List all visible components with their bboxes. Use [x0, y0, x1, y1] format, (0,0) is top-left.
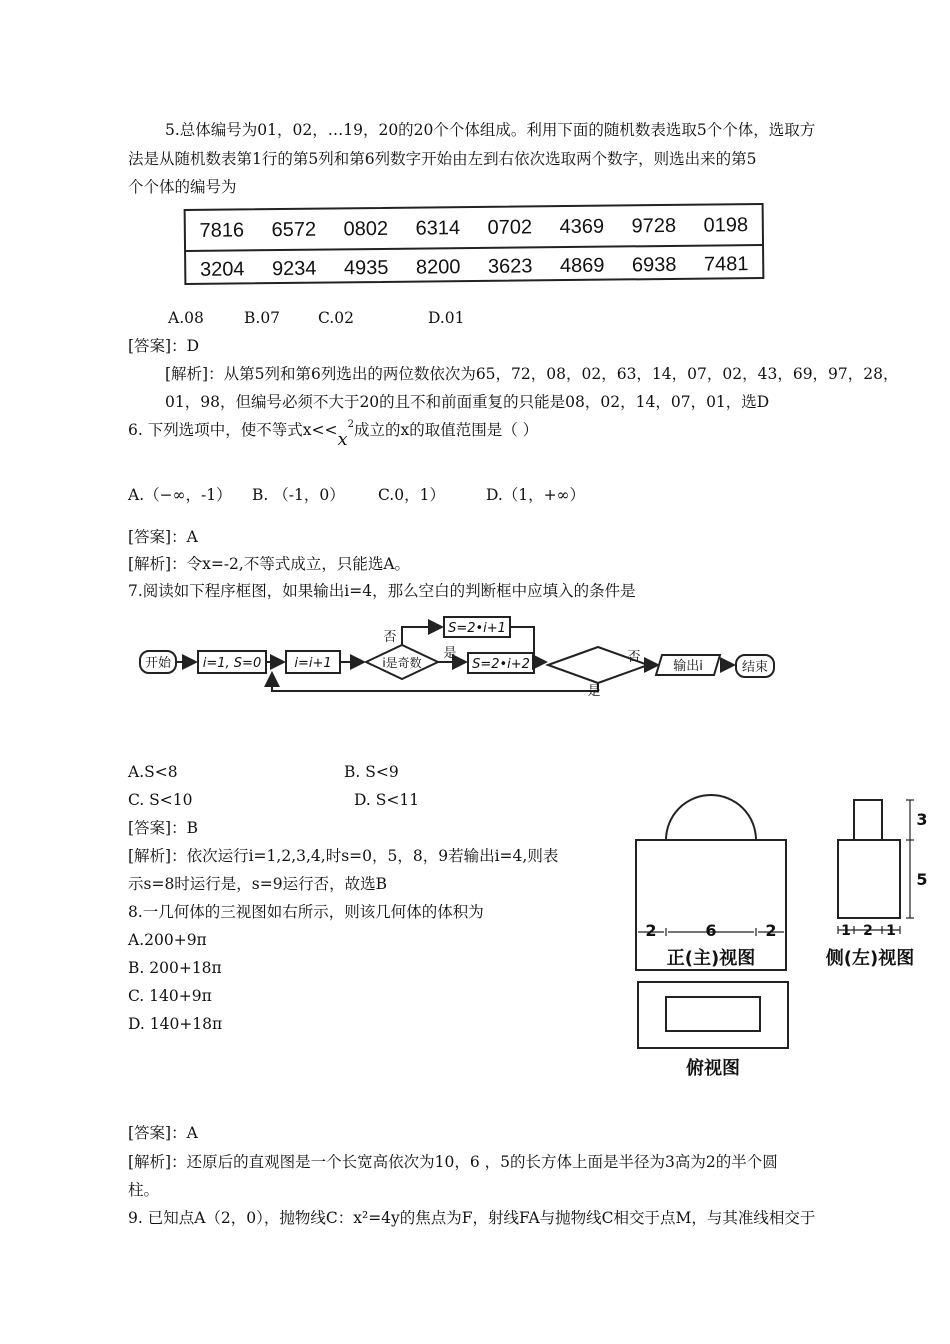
- side-view-top: [854, 800, 882, 840]
- table-cell: 7816: [199, 219, 245, 242]
- q5-stem-line-1: 5.总体编号为01，02，…19，20的20个个体组成。利用下面的随机数表选取5个个体，选取方: [165, 121, 816, 139]
- side-dim-bottom-right: 1: [886, 923, 896, 939]
- q7-option-b: B. S<9: [344, 763, 399, 781]
- front-view-label: 正(主)视图: [666, 948, 756, 969]
- q8-option-c: C. 140+9π: [128, 987, 212, 1005]
- q6-stem-part-a: 6. 下列选项中，使不等式x<<: [128, 421, 338, 439]
- table-cell: 6314: [415, 217, 461, 240]
- q6-option-c: C.0，1）: [378, 486, 445, 504]
- q7-option-c: C. S<10: [128, 791, 193, 809]
- q8-analysis-line-2: 柱。: [128, 1181, 160, 1199]
- flow-output-label: 输出i: [673, 659, 703, 674]
- table-cell: 3204: [199, 258, 245, 281]
- side-view-body: [838, 840, 900, 918]
- side-dim-right-bottom: 5: [916, 870, 928, 889]
- q7-analysis-line-2: 示s=8时运行是，s=9运行否，故选B: [128, 875, 387, 893]
- table-cell: 3623: [487, 255, 533, 278]
- q8-stem: 8.一几何体的三视图如右所示，则该几何体的体积为: [128, 903, 484, 921]
- flow-init-label: i=1, S=0: [202, 656, 262, 671]
- three-view-diagram: [610, 770, 940, 1090]
- side-view-label: 侧(左)视图: [825, 948, 915, 969]
- top-view-outer: [638, 982, 788, 1048]
- table-cell: 4869: [559, 254, 605, 278]
- random-number-table: [184, 203, 765, 285]
- table-cell: 4369: [559, 215, 605, 239]
- q5-option-a: A.08: [168, 309, 204, 327]
- side-dim-right-top: 3: [916, 810, 928, 829]
- random-table-row-2: [186, 244, 762, 288]
- q9-stem: 9. 已知点A（2，0），抛物线C：x²=4y的焦点为F，射线FA与抛物线C相交于点M，与其准线相交于: [128, 1209, 816, 1227]
- q5-option-d: D.01: [428, 309, 465, 327]
- front-dim-right: 2: [765, 921, 777, 940]
- q6-answer: [答案]：A: [128, 528, 198, 546]
- flow-s-even-label: S=2•i+2: [472, 657, 530, 672]
- q6-stem-part-b: 成立的x的取值范围是（ ）: [353, 421, 539, 439]
- q6-option-a: A.（−∞，-1）: [128, 486, 232, 504]
- q6-option-d: D.（1，+∞）: [486, 486, 586, 504]
- side-dim-bottom-middle: 2: [863, 923, 873, 939]
- flow-yes-label-2: 是: [587, 684, 601, 699]
- q7-answer: [答案]：B: [128, 819, 198, 837]
- q7-option-d: D. S<11: [354, 791, 420, 809]
- side-dim-bottom-left: 1: [841, 923, 851, 939]
- front-view-half-cylinder: [666, 795, 756, 840]
- program-flowchart: [128, 615, 788, 705]
- q5-stem-line-3: 个个体的编号为: [128, 178, 237, 196]
- q5-answer: [答案]：D: [128, 337, 200, 355]
- table-cell: 0802: [343, 217, 389, 241]
- flow-end-label: 结束: [741, 660, 769, 675]
- table-cell: 6572: [271, 218, 317, 242]
- q5-analysis-line-2: 01，98，但编号必须不大于20的且不和前面重复的只能是08，02，14，07，01，选D: [165, 393, 770, 411]
- q6-stem: [128, 419, 539, 450]
- table-cell: 0702: [487, 216, 533, 239]
- q7-stem: 7.阅读如下程序框图，如果输出i=4，那么空白的判断框中应填入的条件是: [128, 582, 636, 600]
- table-cell: 9234: [271, 257, 317, 281]
- q8-answer: [答案]：A: [128, 1124, 198, 1142]
- q8-option-b: B. 200+18π: [128, 959, 222, 977]
- flow-increment-label: i=i+1: [294, 656, 332, 671]
- q8-option-a: A.200+9π: [128, 931, 207, 949]
- table-cell: 9728: [631, 214, 677, 238]
- front-dim-middle: 6: [705, 921, 717, 940]
- q6-analysis: [解析]：令x=-2,不等式成立，只能选A。: [128, 555, 411, 573]
- random-table-row-1: [186, 207, 762, 249]
- q6-stem-exponent: 2: [347, 419, 354, 430]
- q7-option-a: A.S<8: [128, 763, 178, 781]
- q5-option-b: B.07: [244, 309, 281, 327]
- flow-no-label-1: 否: [383, 630, 397, 645]
- flow-cond-label: i是奇数: [382, 656, 422, 670]
- q6-stem-x: x: [337, 429, 348, 450]
- q8-analysis-line-1: [解析]：还原后的直观图是一个长宽高依次为10，6 ，5的长方体上面是半径为3高为2的半个圆: [128, 1153, 778, 1171]
- table-cell: 0198: [703, 214, 749, 237]
- q7-analysis-line-1: [解析]：依次运行i=1,2,3,4,时s=0，5，8，9若输出i=4,则表: [128, 847, 559, 865]
- table-cell: 6938: [631, 253, 677, 277]
- front-dim-left: 2: [645, 921, 657, 940]
- q5-analysis-line-1: [解析]：从第5列和第6列选出的两位数依次为65，72，08，02，63，14，07，02，43，69，97，28，: [165, 365, 899, 383]
- flow-start-label: 开始: [144, 656, 172, 671]
- top-view-inner: [666, 997, 760, 1031]
- q5-stem-line-2: 法是从随机数表第1行的第5列和第6列数字开始由左到右依次选取两个数字，则选出来的第5: [128, 150, 757, 168]
- table-cell: 7481: [703, 253, 749, 276]
- table-cell: 4935: [343, 256, 389, 280]
- flow-no-label-2: 否: [627, 650, 641, 665]
- q8-option-d: D. 140+18π: [128, 1015, 223, 1033]
- top-view-label: 俯视图: [686, 1058, 740, 1079]
- flow-yes-label-1: 是: [443, 646, 457, 661]
- flow-s-odd-label: S=2•i+1: [448, 621, 506, 636]
- q6-option-b: B. （-1，0）: [252, 486, 345, 504]
- table-cell: 8200: [415, 256, 461, 279]
- q5-option-c: C.02: [318, 309, 354, 327]
